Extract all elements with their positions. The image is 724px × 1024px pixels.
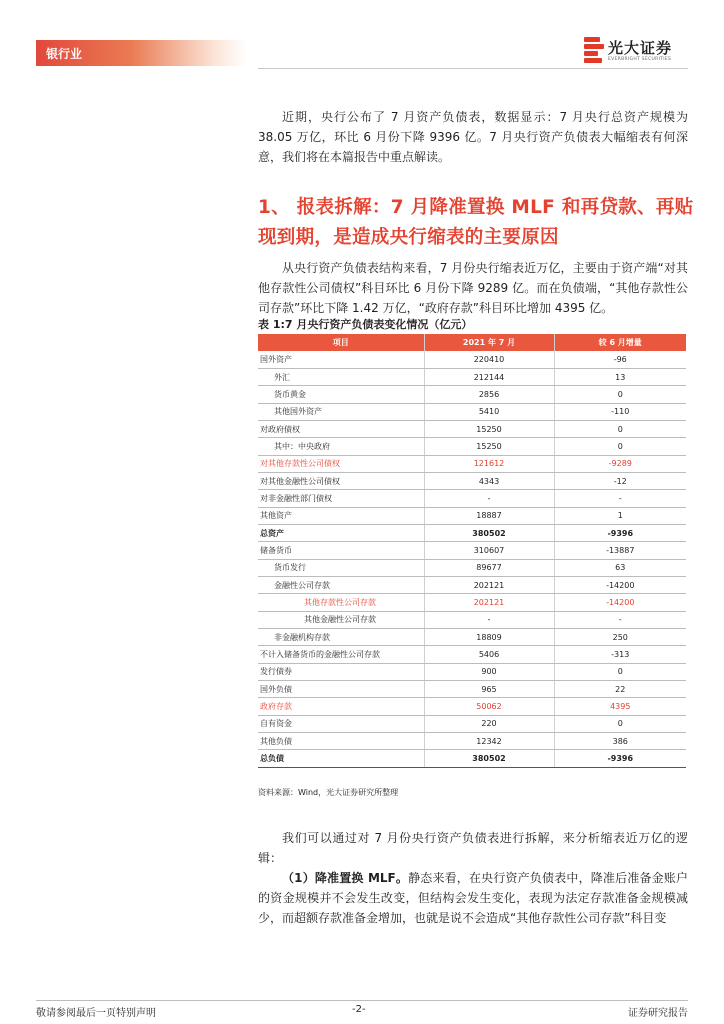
mlf-body-text: 静态来看，在央行资产负债表中，降准后准备金账户的资金规模并不会发生改变，但结构会发生变化，表现为法定存款准备金规模减少，而超额存款准备金增加，也就是说不会造成“其他存款性公司存款”科目变 [258,871,688,925]
row-value: 2856 [424,386,554,403]
row-value: - [424,611,554,628]
row-item: 外汇 [258,368,424,385]
row-change: 0 [554,386,686,403]
row-item: 总资产 [258,524,424,541]
row-value: 380502 [424,750,554,767]
table-row [258,629,686,646]
table-row-highlight [258,455,686,472]
row-change: -9396 [554,524,686,541]
mlf-lead-text: （1）降准置换 MLF。 [282,871,409,885]
row-value: 220410 [424,351,554,368]
row-change: -9396 [554,750,686,767]
table-row [258,559,686,576]
row-item: 对非金融性部门债权 [258,490,424,507]
table-row [258,681,686,698]
row-value: 89677 [424,559,554,576]
table-row [258,611,686,628]
row-item: 其他负债 [258,733,424,750]
logo-text-en: EVERBRIGHT SECURITIES [608,57,672,62]
row-change: 13 [554,368,686,385]
row-item: 其中：中央政府 [258,438,424,455]
table-row-highlight [258,594,686,611]
table-row-total [258,750,686,767]
intro-paragraph: 近期，央行公布了 7 月资产负债表，数据显示：7 月央行总资产规模为 38.05 万亿，环比 6 月份下降 9396 亿。7 月央行资产负债表大幅缩表有何深意，我们将在本篇报告中重点解读。 [258,110,688,164]
table-row [258,420,686,437]
row-change: -13887 [554,542,686,559]
page-number: -2- [352,1004,366,1015]
row-value: 220 [424,715,554,732]
row-change: -9289 [554,455,686,472]
row-change: 250 [554,629,686,646]
row-change: 1 [554,507,686,524]
footer-disclaimer: 敬请参阅最后一页特别声明 [36,1008,156,1019]
row-value: 12342 [424,733,554,750]
table-row [258,490,686,507]
table-row [258,403,686,420]
row-value: 15250 [424,438,554,455]
row-value: 380502 [424,524,554,541]
logic-paragraph: 我们可以通过对 7 月份央行资产负债表进行拆解，来分析缩表近万亿的逻辑： [258,831,688,865]
table-caption: 表 1:7 月央行资产负债表变化情况（亿元） [258,318,473,331]
row-value: 900 [424,663,554,680]
row-change: - [554,490,686,507]
row-value: 121612 [424,455,554,472]
row-change: 4395 [554,698,686,715]
table-row [258,438,686,455]
table-row-highlight [258,698,686,715]
section-tag-label: 银行业 [46,46,83,61]
row-change: -96 [554,351,686,368]
section-tag [36,40,246,66]
row-item: 对政府债权 [258,420,424,437]
header-divider [258,68,688,69]
row-item: 国外负债 [258,681,424,698]
row-item: 其他资产 [258,507,424,524]
row-item: 自有资金 [258,715,424,732]
row-item: 国外资产 [258,351,424,368]
table-row [258,368,686,385]
row-item: 对其他存款性公司债权 [258,455,424,472]
table-row-total [258,524,686,541]
row-value: 202121 [424,576,554,593]
row-value: 965 [424,681,554,698]
row-item: 总负债 [258,750,424,767]
row-item: 货币黄金 [258,386,424,403]
row-change: -12 [554,472,686,489]
section-paragraph: 从央行资产负债表结构来看，7 月份央行缩表近万亿，主要由于资产端“对其他存款性公司债权”科目环比 6 月份下降 9289 亿。而在负债端，“其他存款性公司存款”环比下降 1.42 万亿，“政府存款”科目环比增加 4395 亿。 [258,261,688,315]
row-item: 其他金融性公司存款 [258,611,424,628]
table-row [258,507,686,524]
table-header-row [258,334,686,351]
row-change: -14200 [554,594,686,611]
table-row [258,646,686,663]
row-change: 63 [554,559,686,576]
row-value: 15250 [424,420,554,437]
row-value: 310607 [424,542,554,559]
table-row [258,733,686,750]
table-row [258,576,686,593]
row-item: 货币发行 [258,559,424,576]
table-row [258,472,686,489]
row-change: 0 [554,663,686,680]
row-item: 非金融机构存款 [258,629,424,646]
row-item: 其他存款性公司存款 [258,594,424,611]
table-header-jul: 2021 年 7 月 [424,334,554,351]
table-header-item: 项目 [258,334,424,351]
table-row [258,351,686,368]
row-item: 政府存款 [258,698,424,715]
balance-sheet-table [258,334,686,768]
logo-text-cn: 光大证券 [608,39,673,57]
section-title: 1、 报表拆解：7 月降准置换 MLF 和再贷款、再贴现到期，是造成央行缩表的主要原因 [258,197,694,248]
row-value: 5410 [424,403,554,420]
table-row [258,715,686,732]
table-row [258,542,686,559]
row-item: 储备货币 [258,542,424,559]
table-row [258,663,686,680]
row-value: - [424,490,554,507]
everbright-logo [584,37,688,67]
row-change: 22 [554,681,686,698]
row-item: 发行债券 [258,663,424,680]
mlf-paragraph [258,868,688,928]
row-value: 4343 [424,472,554,489]
row-value: 18809 [424,629,554,646]
row-item: 其他国外资产 [258,403,424,420]
row-change: 386 [554,733,686,750]
row-change: 0 [554,420,686,437]
row-value: 50062 [424,698,554,715]
footer-report-type: 证券研究报告 [628,1008,688,1019]
row-value: 212144 [424,368,554,385]
row-value: 18887 [424,507,554,524]
logo-mark-icon [584,37,604,64]
row-change: 0 [554,715,686,732]
row-item: 对其他金融性公司债权 [258,472,424,489]
table-header-change: 较 6 月增量 [554,334,686,351]
row-change: -110 [554,403,686,420]
row-item: 不计入储备货币的金融性公司存款 [258,646,424,663]
row-item: 金融性公司存款 [258,576,424,593]
table-row [258,386,686,403]
row-change: 0 [554,438,686,455]
row-change: -313 [554,646,686,663]
row-value: 5406 [424,646,554,663]
row-change: -14200 [554,576,686,593]
footer-divider [36,1000,688,1001]
row-value: 202121 [424,594,554,611]
row-change: - [554,611,686,628]
table-source-note: 资料来源：Wind，光大证券研究所整理 [258,788,399,797]
